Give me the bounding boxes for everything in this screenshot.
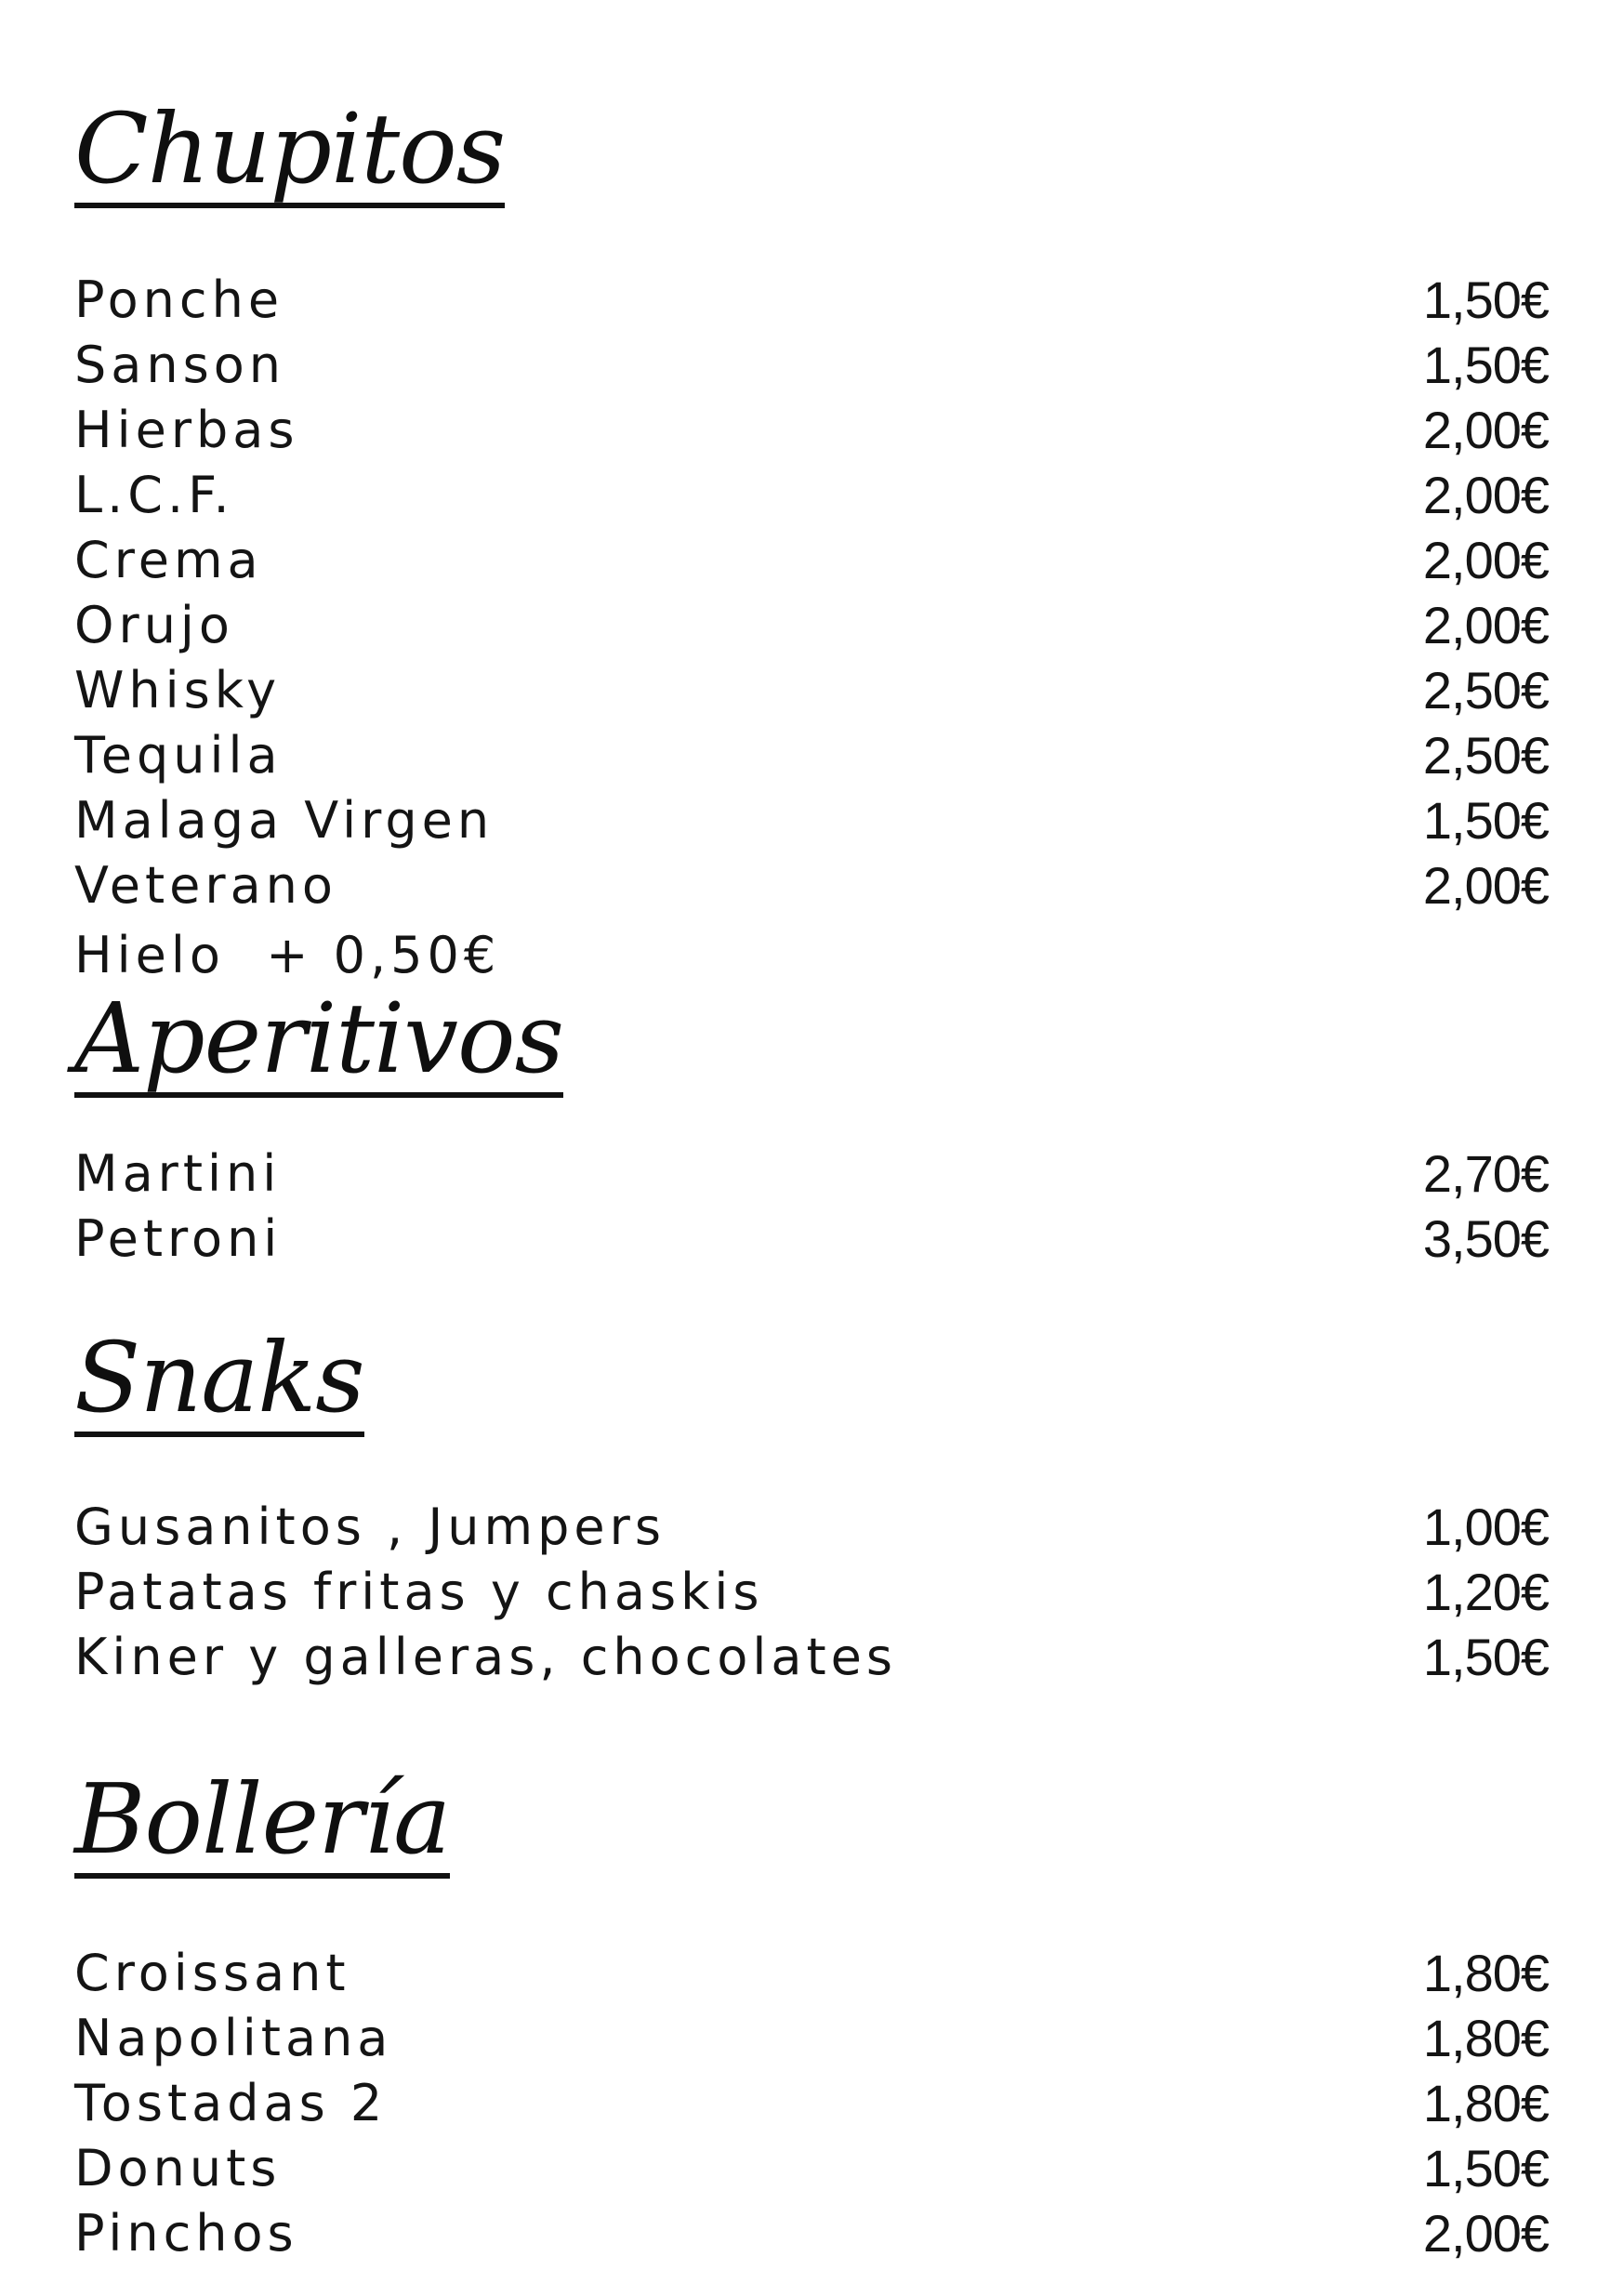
menu-item <box>74 2006 1549 2071</box>
item-name: Malaga Virgen <box>74 791 495 850</box>
menu-item <box>74 268 1549 333</box>
item-name: Gusanitos , Jumpers <box>74 1498 666 1556</box>
menu-item <box>74 1560 1549 1625</box>
item-name: Sanson <box>74 336 285 394</box>
menu-item <box>74 1495 1549 1560</box>
item-price: 1,50€ <box>1422 271 1549 329</box>
item-price: 2,00€ <box>1422 531 1549 589</box>
item-name: Ponche <box>74 271 284 329</box>
item-name: Orujo <box>74 596 234 654</box>
item-price: 2,50€ <box>1422 726 1549 785</box>
menu-item <box>74 593 1549 658</box>
section-title-aperitivos: Aperitivos <box>74 990 563 1098</box>
ice-note: Hielo + 0,50€ <box>74 926 501 984</box>
item-price: 1,50€ <box>1422 1628 1549 1686</box>
item-price: 3,50€ <box>1422 1209 1549 1268</box>
menu-item <box>74 2201 1549 2266</box>
item-name: Tostadas 2 <box>74 2074 388 2132</box>
item-name: Veterano <box>74 856 337 915</box>
item-name: Tequila <box>74 726 283 785</box>
item-price: 2,00€ <box>1422 596 1549 654</box>
item-price: 1,50€ <box>1422 2139 1549 2197</box>
item-name: L.C.F. <box>74 466 234 524</box>
item-name: Petroni <box>74 1209 283 1268</box>
item-price: 1,80€ <box>1422 2074 1549 2132</box>
menu-item <box>74 853 1549 918</box>
menu-item <box>74 2136 1549 2201</box>
item-name: Croissant <box>74 1944 350 2002</box>
item-price: 1,00€ <box>1422 1498 1549 1556</box>
menu-item <box>74 333 1549 398</box>
item-price: 2,00€ <box>1422 466 1549 524</box>
section-title-snaks: Snaks <box>74 1329 364 1437</box>
item-name: Kiner y galleras, chocolates <box>74 1628 898 1686</box>
menu-item <box>74 658 1549 723</box>
menu-item <box>74 2071 1549 2136</box>
menu-item <box>74 1207 1549 1272</box>
menu-item <box>74 1141 1549 1207</box>
item-name: Donuts <box>74 2139 282 2197</box>
item-price: 2,00€ <box>1422 401 1549 459</box>
item-price: 2,00€ <box>1422 856 1549 915</box>
item-name: Crema <box>74 531 263 589</box>
item-name: Hierbas <box>74 401 299 459</box>
item-price: 1,50€ <box>1422 791 1549 850</box>
item-name: Patatas fritas y chaskis <box>74 1563 764 1621</box>
item-price: 2,00€ <box>1422 2204 1549 2263</box>
item-price: 1,20€ <box>1422 1563 1549 1621</box>
item-name: Whisky <box>74 661 282 719</box>
item-price: 1,80€ <box>1422 2009 1549 2067</box>
item-name: Napolitana <box>74 2009 393 2067</box>
menu-item <box>74 788 1549 853</box>
menu-item <box>74 1625 1549 1690</box>
item-price: 2,50€ <box>1422 661 1549 719</box>
section-title-bolleria: Bollería <box>74 1771 450 1879</box>
menu-item <box>74 723 1549 788</box>
menu-item <box>74 528 1549 593</box>
item-price: 1,80€ <box>1422 1944 1549 2002</box>
item-price: 1,50€ <box>1422 336 1549 394</box>
item-name: Martini <box>74 1144 282 1203</box>
menu-item <box>74 398 1549 463</box>
section-title-chupitos: Chupitos <box>74 100 505 208</box>
menu-item <box>74 463 1549 528</box>
item-price: 2,70€ <box>1422 1144 1549 1203</box>
menu-item <box>74 1941 1549 2006</box>
item-name: Pinchos <box>74 2204 298 2263</box>
